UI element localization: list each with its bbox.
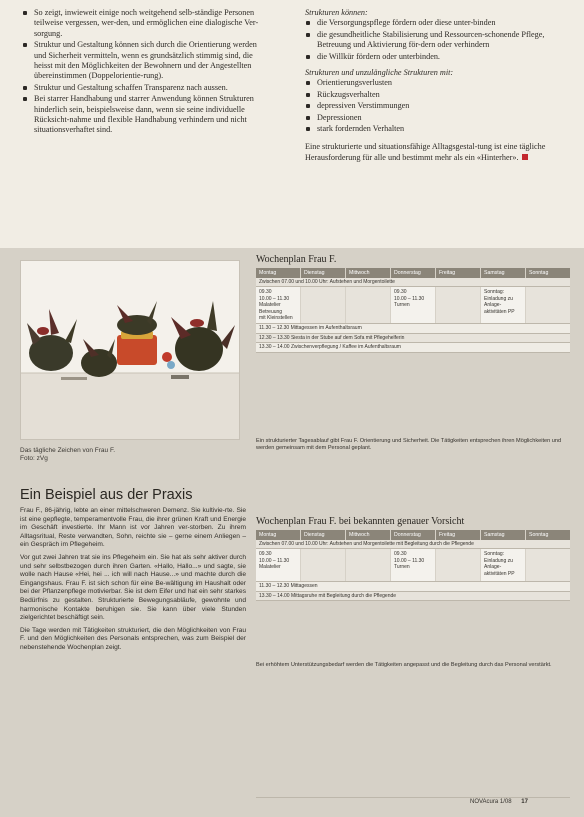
schedule-1-note: Ein strukturierter Tagesablauf gibt Frau F. Orientierung und Sicherheit. Die Tätigkeiten entsprechen ihren Möglichkeiten und werden gemeinsam mit dem Personal geplant. bbox=[256, 438, 562, 451]
day-header: Donnerstag bbox=[391, 530, 436, 540]
lead-strukturen: Strukturen können: bbox=[305, 8, 368, 17]
schedule-cells bbox=[256, 287, 570, 324]
list-item: die gesundheitliche Stabilisierung und Ressourcen-schonende Pflege, Betreuung und Aktivierung för-dern oder verhindern bbox=[305, 30, 567, 51]
caption-credit: Foto: zVg bbox=[20, 455, 48, 462]
schedule-cell: 09.30 10.00 – 11.30 Turnen bbox=[391, 549, 436, 581]
article-title: Ein Beispiel aus der Praxis bbox=[20, 487, 193, 503]
schedule-cells bbox=[256, 549, 570, 582]
day-header: Samstag bbox=[481, 530, 526, 540]
list-item: depressiven Verstimmungen bbox=[305, 101, 567, 111]
schedule-header bbox=[256, 268, 570, 278]
schedule-cell bbox=[301, 287, 346, 323]
schedule-cell bbox=[436, 549, 481, 581]
article bbox=[20, 487, 246, 657]
list-item: Bei starrer Handhabung und starrer Anwendung können Strukturen hinderlich sein, beispielsweise dann, wenn sie seine individuelle Rücksicht-nahme und flexible Handhabung verhindern und nicht situationsverhaftet sind. bbox=[22, 94, 270, 136]
bullet-list-left bbox=[22, 8, 270, 136]
list-item: Rückzugsverhalten bbox=[305, 90, 567, 100]
schedule-cell bbox=[436, 287, 481, 323]
closing-text: Eine strukturierte und situationsfähige Alltagsgestal-tung ist eine tägliche Herausforderung für alle und bestimmt mehr als ein «Hinterher». bbox=[305, 142, 546, 162]
top-right-column bbox=[305, 8, 567, 163]
day-header: Donnerstag bbox=[391, 268, 436, 278]
article-paragraph: Die Tage werden mit Tätigkeiten strukturiert, die den Möglichkeiten von Frau F. und den Möglichkeiten des Personals entsprechen, was zum Beispiel der nebenstehende Wochenplan zeigt. bbox=[20, 626, 246, 651]
day-header: Freitag bbox=[436, 268, 481, 278]
top-left-column bbox=[22, 8, 270, 137]
bullet-list-right-2 bbox=[305, 78, 567, 134]
schedule-cell bbox=[526, 287, 570, 323]
schedule-cell bbox=[526, 549, 570, 581]
list-item: Depressionen bbox=[305, 113, 567, 123]
schedule-row: 12.30 – 13.30 Siesta in der Stube auf dem Sofa mit Pflegehelferin bbox=[256, 334, 570, 343]
issue-number: 1/08 bbox=[499, 799, 512, 805]
list-item: Orientierungsverlusten bbox=[305, 78, 567, 88]
list-item: die Versorgungspflege fördern oder diese unter-binden bbox=[305, 18, 567, 28]
caption-title: Das tägliche Zeichen von Frau F. bbox=[20, 447, 116, 454]
closing-paragraph bbox=[305, 142, 567, 163]
page-footer bbox=[470, 799, 528, 805]
day-header: Montag bbox=[256, 268, 301, 278]
day-header: Freitag bbox=[436, 530, 481, 540]
schedule-cell bbox=[346, 549, 391, 581]
schedule-row: 11.30 – 12.30 Mittagessen bbox=[256, 582, 570, 591]
day-header: Montag bbox=[256, 530, 301, 540]
schedule-2-note: Bei erhöhtem Unterstützungsbedarf werden die Tätigkeiten angepasst und die Begleitung durch das Personal verstärkt. bbox=[256, 662, 552, 668]
schedule-row: 13.30 – 14.00 Mittagsruhe mit Begleitung durch die Pflegende bbox=[256, 592, 570, 601]
list-item: die Willkür fördern oder unterbinden. bbox=[305, 52, 567, 62]
lead-unzulaenglich: Strukturen und unzulängliche Strukturen mit: bbox=[305, 68, 454, 78]
schedule-cell bbox=[346, 287, 391, 323]
schedule-cell: Sonntag: Einladung zu Anlage-aktivitäten PP bbox=[481, 287, 526, 323]
schedule-2-table bbox=[256, 530, 570, 601]
plant-illustration-icon bbox=[21, 261, 240, 440]
article-paragraph: Frau F., 86-jährig, lebte an einer mittelschweren Demenz. Sie kultivie-rte. Sie ist eine gepflegte, temperamentvolle Frau, die ihrer grünen Kraft und Energie im Geschäft investierte. Ihr Mann ist vor Jahren ver-storben. Zu ihrem Alltagsritual, Reste verwandten, Sohn, reichte sie – gerne einem Anliegen – ein Gespräch im Pflegeheim. bbox=[20, 507, 246, 549]
schedule-cell: 09.30 10.00 – 11.30 Turnen bbox=[391, 287, 436, 323]
schedule-cell bbox=[301, 549, 346, 581]
schedule-row: Zwischen 07.00 und 10.00 Uhr: Aufstehen und Morgentoilette bbox=[256, 278, 570, 287]
day-header: Sonntag bbox=[529, 532, 549, 538]
schedule-cell: 09.30 10.00 – 11.30 Malatelier Betreuung mit Kleinstellen bbox=[256, 287, 301, 323]
day-header: Sonntag bbox=[529, 270, 549, 276]
schedule-cell: 09.30 10.00 – 11.30 Malatelier bbox=[256, 549, 301, 581]
day-header: Mittwoch bbox=[346, 268, 391, 278]
article-paragraph: Vor gut zwei Jahren trat sie ins Pflegeheim ein. Sie hat als sehr aktiver durch und sehr selbstbezogen durch ihren Garten. «Hallo, Hallo...» und sagte, sie wolle nach Hause «Hei, hei ... ich will nach Hause...» und machte durch die Eingangshaus. Frau F. ist sich schon für eine Be-wältigung im Haushalt oder bei der Pflanzenpflege motivierbar. Sie ist dem Eifer und hat ein sehr starkes Bedürfnis zu gestalten. Strukturierte Bewegungsabläufe, gewohnte und harmonische Kontakte beruhigen sie. Sie kann über viele Stunden zielgerichtet beschäftigt sein. bbox=[20, 553, 246, 622]
list-item: stark fordernden Verhalten bbox=[305, 124, 567, 134]
day-header: Mittwoch bbox=[346, 530, 391, 540]
end-mark-icon bbox=[522, 154, 528, 160]
schedule-2-title: Wochenplan Frau F. bei bekannten genauer Vorsicht bbox=[256, 516, 465, 527]
schedule-1-table bbox=[256, 268, 570, 353]
schedule-row: 11.30 – 12.30 Mittagessen im Aufenthaltsraum bbox=[256, 324, 570, 333]
page-number: 17 bbox=[521, 799, 528, 805]
list-item: So zeigt, inwieweit einige noch weitgehend selb-ständige Personen teilweise vergessen, wer-den, und ermöglichen eine dialogische Ver-sorgung. bbox=[22, 8, 270, 39]
day-header: Dienstag bbox=[301, 530, 346, 540]
footer-rule bbox=[256, 797, 570, 798]
plant-photo bbox=[20, 260, 240, 440]
schedule-cell: Sonntag: Einladung zu Anlage-aktivitäten PP bbox=[481, 549, 526, 581]
photo-caption bbox=[20, 447, 240, 463]
list-item: Struktur und Gestaltung schaffen Transparenz nach aussen. bbox=[22, 83, 270, 93]
day-header: Samstag bbox=[481, 268, 526, 278]
schedule-row: 13.30 – 14.00 Zwischenverpflegung / Kaffee im Aufenthaltsraum bbox=[256, 343, 570, 352]
day-header: Dienstag bbox=[301, 268, 346, 278]
schedule-header bbox=[256, 530, 570, 540]
schedule-1-title: Wochenplan Frau F. bbox=[256, 254, 337, 265]
list-item: Struktur und Gestaltung können sich durch die Orientierung werden und Sicherheit vermitteln, wenn es grundsätzlich stimmig sind, die heisst mit den Möglichkeiten der Bewohnern und der Angestellten übereinstimmen (Doppelorientie-rung). bbox=[22, 40, 270, 82]
journal-name: NOVAcura bbox=[470, 799, 499, 805]
bullet-list-right-1 bbox=[305, 18, 567, 62]
schedule-row: Zwischen 07.00 und 10.00 Uhr: Aufstehen und Morgentoilette mit Begleitung durch die Pflegende bbox=[256, 540, 570, 549]
